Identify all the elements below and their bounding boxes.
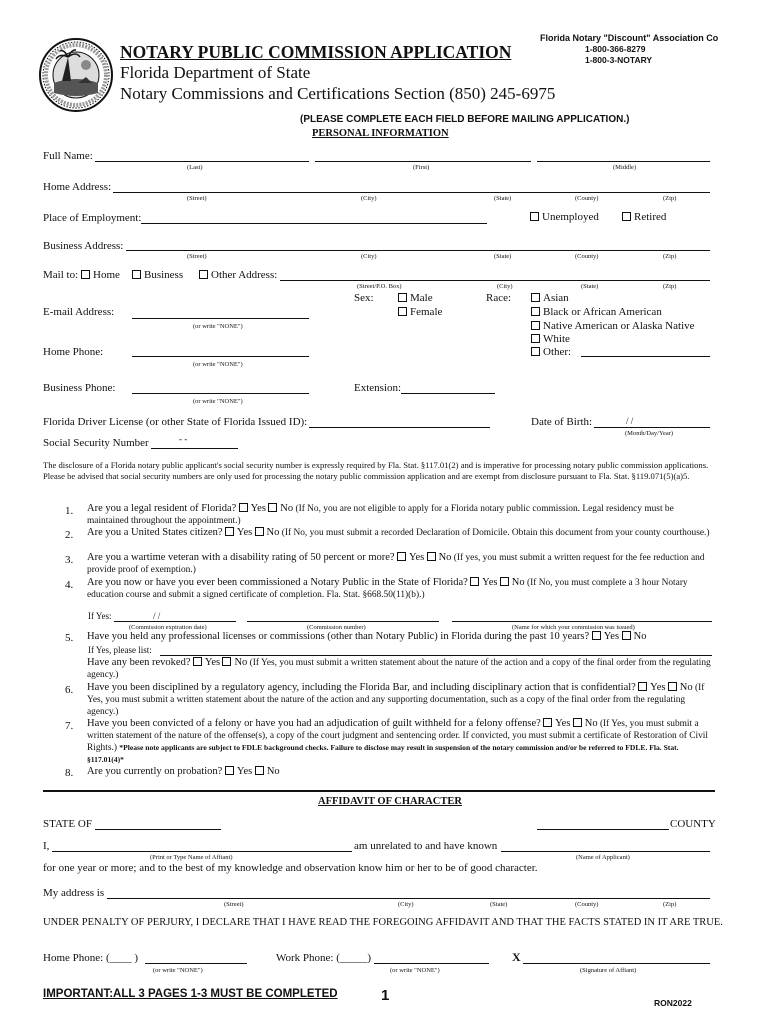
affiant-work-phone-field[interactable] [374,963,489,964]
street-caption: (Street) [187,253,207,260]
q2-no-label: No [266,527,280,538]
q3-no-checkbox[interactable] [427,552,436,561]
county-field[interactable] [537,829,669,830]
race-label-native: Native American or Alaska Native [543,320,695,332]
q7-number: 7. [65,720,74,732]
q5-no-label: No [633,631,647,642]
race-asian-option[interactable] [531,292,569,304]
q3-row [87,552,712,576]
q6-yes-label: Yes [650,682,666,693]
mail-home-option[interactable] [81,269,120,281]
q4-exp-caption: (Commission expiration date) [129,624,207,631]
checkbox-icon [622,212,631,221]
checkbox-icon [531,293,540,302]
city-caption: (City) [398,901,414,908]
my-address-label: My address is [43,887,105,899]
q5-yes-checkbox[interactable] [592,631,601,640]
dob-slashes: / / [626,416,634,426]
q4-if-yes-label: If Yes: [88,611,112,621]
q5-yes-label: Yes [603,631,620,642]
business-address-label: Business Address: [43,240,124,252]
q1-row [87,503,712,527]
q2-yes-label: Yes [236,527,253,538]
q7-note: (If Yes, you must submit a written statement of the nature of the offense(s), a copy of the court judgment and sentencing order. If convicted, you must submit a certificate of Restoration of Civil Rights.) [87,719,708,753]
affiant-home-phone-caption: (or write "NONE") [153,967,203,974]
business-phone-caption: (or write "NONE") [193,398,243,405]
q3-note: (If yes, you must submit a written request for the fee reduction and provide proof of exemption.) [87,553,705,575]
checkbox-icon [81,270,90,279]
race-black-option[interactable] [531,306,662,318]
q5-no-checkbox[interactable] [622,631,631,640]
q1-yes-label: Yes [250,503,266,514]
page-number: 1 [381,987,390,1004]
mail-home-label: Home [93,269,120,281]
q4-no-checkbox[interactable] [500,577,509,586]
q3-yes-label: Yes [408,552,425,563]
q5-revoked-no-label: No [234,657,248,668]
mail-business-option[interactable] [132,269,183,281]
employment-label: Place of Employment: [43,212,142,224]
female-label: Female [410,306,443,318]
state-caption: (State) [490,901,508,908]
affiant-address-field[interactable] [107,898,710,899]
dob-field[interactable] [594,427,710,428]
state-caption: (State) [494,195,512,202]
q1-no-label: No [280,503,294,514]
q3-no-label: No [438,552,452,563]
ssn-field[interactable] [151,448,238,449]
retired-option[interactable] [622,211,666,223]
q3-yes-checkbox[interactable] [397,552,406,561]
florida-seal [38,37,114,113]
driver-license-field[interactable] [309,427,490,428]
q4-name-caption: (Name for which your commission was issued) [512,624,635,631]
q4-commission-name-field[interactable] [452,621,712,622]
checkbox-icon [132,270,141,279]
affiant-work-phone-caption: (or write "NONE") [390,967,440,974]
unrelated-text: am unrelated to and have known [354,840,498,852]
county-caption: (County) [575,253,599,260]
checkbox-icon [531,347,540,356]
q8-no-checkbox[interactable] [255,766,264,775]
middle-name-field[interactable] [537,161,710,162]
instruction: (PLEASE COMPLETE EACH FIELD BEFORE MAILING APPLICATION.) [300,114,630,125]
affiant-name-field[interactable] [52,851,352,852]
q8-text: Are you currently on probation? [87,766,223,777]
q6-yes-checkbox[interactable] [638,682,647,691]
zip-caption: (Zip) [663,901,677,908]
other-address-field[interactable] [280,280,710,281]
business-phone-label: Business Phone: [43,382,116,394]
street-caption: (Street) [224,901,244,908]
q8-number: 8. [65,767,74,779]
email-field[interactable] [132,318,309,319]
zip-caption: (Zip) [663,253,677,260]
q1-note: (If No, you are not eligible to apply for a Florida notary public commission. Legal residency must be maintained throughout the appointment.) [87,504,674,526]
section-divider [43,790,715,792]
q5-revoked-yes-label: Yes [204,657,221,668]
section-name: Notary Commissions and Certifications Section (850) 245-6975 [120,84,556,103]
q6-number: 6. [65,684,74,696]
last-name-field[interactable] [95,161,309,162]
perjury-statement: UNDER PENALTY OF PERJURY, I DECLARE THAT I HAVE READ THE FOREGOING AFFIDAVIT AND THAT THE FACTS STATED IN IT ARE TRUE. [43,917,723,928]
dob-format-caption: (Month/Day/Year) [625,430,674,437]
county-caption: (County) [575,195,599,202]
home-address-field[interactable] [113,192,710,193]
county-label: COUNTY [670,818,716,830]
q5-list-field[interactable] [160,655,712,656]
extension-field[interactable] [401,393,495,394]
q1-number: 1. [65,505,74,517]
q6-note: (If Yes, you must submit a written statement about the nature of the action and any supporting documentation, such as a copy of the final order from the regulating agency.) [87,683,705,717]
q7-text: Have you been convicted of a felony or have you had an adjudication of guilt withheld for a felony offense? [87,718,541,729]
street-caption: (Street) [187,195,207,202]
email-label: E-mail Address: [43,306,115,318]
mail-business-label: Business [144,269,184,281]
sex-label: Sex: [354,292,374,304]
q5-revoked-text: Have any been revoked? [87,657,191,668]
q4-no-label: No [511,577,525,588]
q4-note: (If No, you must complete a 3 hour Notary education course and submit a signed certificate of completion. Fla. Stat. §668.50(11)(b).) [87,578,688,600]
employment-field[interactable] [141,223,487,224]
street-po-caption: (Street/P.O. Box) [357,283,402,290]
race-label-asian: Asian [543,292,569,304]
checkbox-icon [531,321,540,330]
q4-yes-label: Yes [482,577,498,588]
race-label-other: Other: [543,346,572,358]
q3-number: 3. [65,554,74,566]
ssn-dashes: - - [179,434,188,444]
department-name: Florida Department of State [120,63,311,82]
q8-no-label: No [266,766,280,777]
signature-field[interactable] [523,963,710,964]
name-applicant-caption: (Name of Applicant) [576,854,630,861]
checkbox-icon [199,270,208,279]
middle-caption: (Middle) [613,164,637,171]
city-caption: (City) [361,195,377,202]
q3-text: Are you a wartime veteran with a disability rating of 50 percent or more? [87,552,395,563]
state-caption: (State) [581,283,599,290]
email-caption: (or write "NONE") [193,323,243,330]
q8-yes-checkbox[interactable] [225,766,234,775]
q4-yes-checkbox[interactable] [470,577,479,586]
form-number: RON2022 [654,998,692,1008]
q6-text: Have you been disciplined by a regulatory agency, including the Florida Bar, and including disciplinary action that is confidential? [87,682,636,693]
first-name-field[interactable] [315,161,531,162]
one-year-text: for one year or more; and to the best of my knowledge and observation know him or her to be of good character. [43,862,538,874]
race-label-white: White [543,333,570,345]
q2-yes-checkbox[interactable] [225,527,234,536]
affidavit-title: AFFIDAVIT OF CHARACTER [318,796,462,807]
q1-text: Are you a legal resident of Florida? [87,503,237,514]
mail-to-label: Mail to: [43,269,79,281]
q2-number: 2. [65,529,74,541]
state-of-field[interactable] [95,829,221,830]
checkbox-icon [531,307,540,316]
applicant-name-field[interactable] [501,851,710,852]
q5-row [87,631,712,643]
zip-caption: (Zip) [663,195,677,202]
race-white-option[interactable] [531,333,570,345]
race-label-black: Black or African American [543,306,662,318]
q1-no-checkbox[interactable] [268,503,277,512]
male-label: Male [410,292,433,304]
q7-yes-label: Yes [555,718,571,729]
affiant-work-phone-label: Work Phone: (_____) [276,952,372,964]
unemployed-option[interactable] [530,211,599,223]
signature-x: X [512,950,521,964]
unemployed-label: Unemployed [542,211,599,223]
q2-row [87,527,712,539]
affiant-home-phone-field[interactable] [145,963,247,964]
female-option[interactable] [398,306,442,318]
q2-text: Are you a United States citizen? [87,527,223,538]
i-label: I, [43,840,50,852]
important-notice: IMPORTANT:ALL 3 PAGES 1-3 MUST BE COMPLETED [43,988,338,1000]
q5-revoked-yes-checkbox[interactable] [193,657,202,666]
q5-text: Have you held any professional licenses or commissions (other than Notary Public) in Florida during the past 10 years? [87,631,590,642]
mail-other-label: Other Address: [211,269,278,281]
ssn-label: Social Security Number [43,437,149,449]
q5-revoked-note: (If Yes, you must submit a written statement about the nature of the action and a copy of the final order from the regulating agency.) [87,658,711,680]
home-address-label: Home Address: [43,181,112,193]
q4-exp-slashes: / / [153,611,161,621]
q4-number: 4. [65,579,74,591]
q8-row [87,766,712,778]
business-address-field[interactable] [126,250,710,251]
q7-yes-checkbox[interactable] [543,718,552,727]
full-name-label: Full Name: [43,150,93,162]
q4-num-caption: (Commission number) [307,624,366,631]
q6-no-checkbox[interactable] [668,682,677,691]
county-caption: (County) [575,901,599,908]
state-caption: (State) [494,253,512,260]
driver-license-label: Florida Driver License (or other State of Florida Issued ID): [43,416,308,428]
form-title: NOTARY PUBLIC COMMISSION APPLICATION [120,42,512,62]
retired-label: Retired [634,211,667,223]
checkbox-icon [531,334,540,343]
association-name: Florida Notary "Discount" Association Co [540,33,719,43]
personal-info-heading: PERSONAL INFORMATION [312,128,449,139]
race-other-field[interactable] [581,356,710,357]
race-other-option[interactable] [531,346,571,358]
checkbox-icon [530,212,539,221]
q5-list-label: If Yes, please list: [88,645,152,655]
q7-row [87,718,712,766]
affiant-home-phone-label: Home Phone: (____ ) [43,952,139,964]
q5-revoked-row [87,657,712,681]
q4-row [87,577,712,601]
q7-no-label: No [584,718,598,729]
home-phone-caption: (or write "NONE") [193,361,243,368]
q7-no-checkbox[interactable] [573,718,582,727]
q6-row [87,682,712,718]
q6-no-label: No [679,682,693,693]
print-name-caption: (Print or Type Name of Affiant) [150,854,233,861]
zip-caption: (Zip) [663,283,677,290]
last-caption: (Last) [187,164,203,171]
q7-bold-note: *Please note applicants are subject to FDLE background checks. Failure to disclose may result in suspension of the notary commission and/or be referred to FDLE. Fla. Stat. §117.01(4)* [87,743,679,764]
extension-label: Extension: [354,382,402,394]
signature-caption: (Signature of Affiant) [580,967,637,974]
q4-commission-number-field[interactable] [247,621,439,622]
home-phone-field[interactable] [132,356,309,357]
city-caption: (City) [497,283,513,290]
q2-no-checkbox[interactable] [255,527,264,536]
mail-other-option[interactable] [199,269,277,281]
q5-revoked-no-checkbox[interactable] [222,657,231,666]
checkbox-icon [398,293,407,302]
checkbox-icon [398,307,407,316]
business-phone-field[interactable] [132,393,309,394]
q8-yes-label: Yes [236,766,253,777]
q1-yes-checkbox[interactable] [239,503,248,512]
male-option[interactable] [398,292,433,304]
association-phone-2: 1-800-3-NOTARY [585,55,653,65]
race-label: Race: [486,292,512,304]
q4-text: Are you now or have you ever been commissioned a Notary Public in the State of Florida? [87,577,468,588]
q5-number: 5. [65,632,74,644]
ssn-disclosure: The disclosure of a Florida notary public applicant's social security number is expressly required by Fla. Stat. §117.01(2) and is imperative for processing notary public commission applications. Please be advised that social security numbers are only used for processing the notary public commission application and are exempt from disclosure pursuant to Fla. Stat. §119.071(5)(a)5. [43,460,709,481]
association-phone-1: 1-800-366-8279 [585,44,646,54]
q2-note: (If No, you must submit a recorded Declaration of Domicile. Obtain this document from your county courthouse.) [281,528,710,538]
q4-expiration-field[interactable] [114,621,236,622]
race-native-option[interactable] [531,320,695,332]
city-caption: (City) [361,253,377,260]
first-caption: (First) [413,164,430,171]
dob-label: Date of Birth: [531,416,593,428]
home-phone-label: Home Phone: [43,346,104,358]
state-of-label: STATE OF [43,818,92,830]
